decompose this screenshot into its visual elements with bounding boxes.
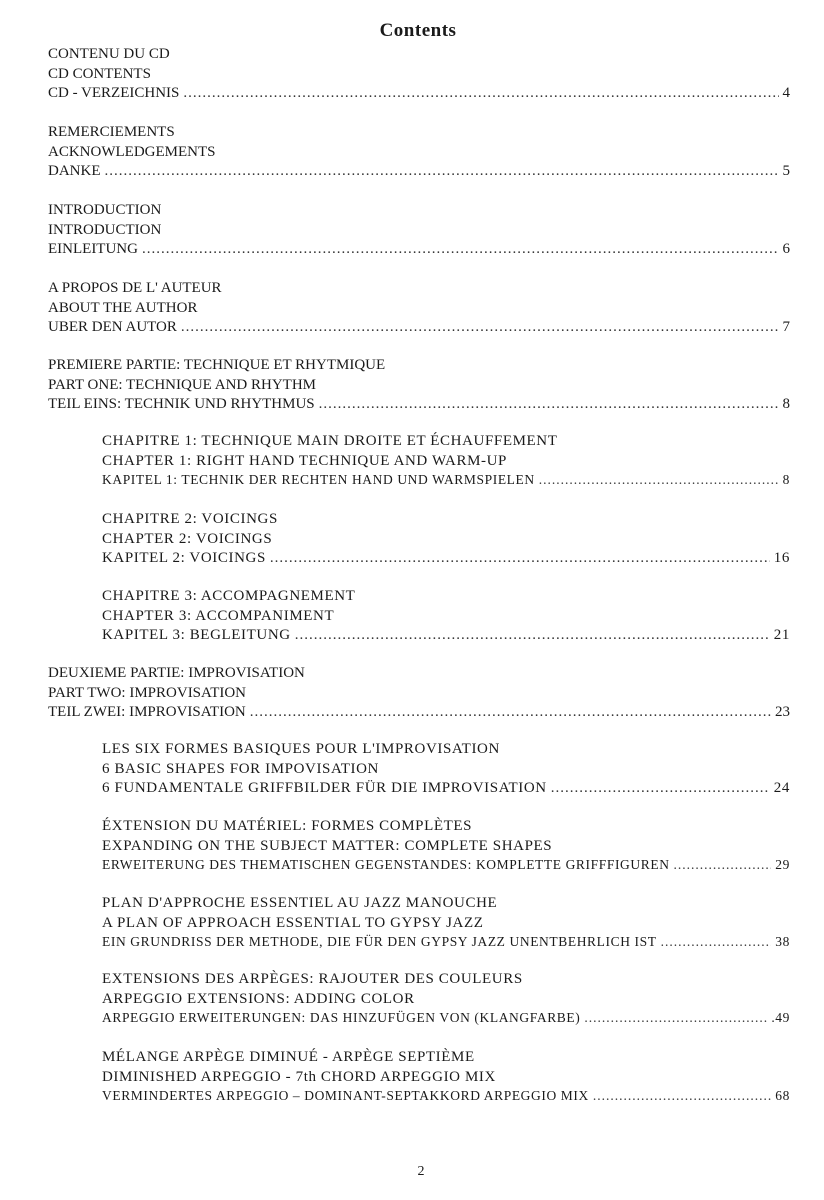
- toc-entry-title: KAPITEL 3: BEGLEITUNG: [102, 627, 291, 643]
- toc-page-number: 8: [782, 396, 790, 412]
- toc-entry-line: ABOUT THE AUTHOR: [48, 299, 198, 316]
- toc-entry-line: INTRODUCTION: [48, 221, 162, 238]
- toc-entry-line: PREMIERE PARTIE: TECHNIQUE ET RHYTMIQUE: [48, 357, 386, 373]
- page-title: Contents: [379, 20, 457, 41]
- toc-entry-line: [48, 83, 790, 103]
- toc-entry-title: TEIL EINS: TECHNIK UND RHYTHMUS: [48, 396, 315, 412]
- toc-entry-line: INTRODUCTION: [48, 202, 162, 218]
- toc-entry-line: PART ONE: TECHNIQUE AND RHYTHM: [48, 376, 317, 393]
- toc-entry-line: [102, 1086, 790, 1106]
- toc-entry-line: [102, 932, 790, 952]
- toc-entry-line: [48, 239, 790, 259]
- dot-leader: [319, 394, 779, 414]
- toc-entry-line: [102, 470, 790, 490]
- dot-leader: [584, 1008, 767, 1028]
- toc-page-number: 8: [782, 472, 790, 487]
- toc-entry-line: [102, 778, 790, 798]
- toc-entry-line: LES SIX FORMES BASIQUES POUR L'IMPROVISATION: [102, 741, 500, 757]
- toc-page-number: 6: [782, 241, 790, 257]
- toc-page-number: 4: [782, 85, 790, 101]
- toc-page-number: 7: [782, 319, 790, 335]
- dot-leader: [181, 317, 779, 337]
- toc-entry-title: EINLEITUNG: [48, 241, 138, 257]
- toc-entry-title: UBER DEN AUTOR: [48, 319, 177, 335]
- toc-page-number: 21: [773, 627, 790, 643]
- toc-entry-title: KAPITEL 2: VOICINGS: [102, 550, 266, 566]
- toc-page-number: 29: [775, 857, 790, 872]
- toc-entry-title: CD - VERZEICHNIS: [48, 85, 180, 101]
- toc-entry-line: [102, 548, 790, 568]
- toc-entry-line: CHAPITRE 2: VOICINGS: [102, 511, 278, 527]
- toc-entry-line: [102, 1008, 790, 1028]
- toc-entry-line: PART TWO: IMPROVISATION: [48, 684, 247, 701]
- toc-page-number: 23: [775, 704, 790, 720]
- toc-page-number: .49: [771, 1010, 790, 1025]
- toc-entry-line: DIMINISHED ARPEGGIO - 7th CHORD ARPEGGIO MIX: [102, 1068, 496, 1085]
- dot-leader: [593, 1086, 771, 1106]
- dot-leader: [250, 702, 771, 722]
- toc-entry-line: CHAPTER 2: VOICINGS: [102, 530, 273, 547]
- toc-entry-line: CHAPTER 3: ACCOMPANIMENT: [102, 607, 335, 624]
- toc-entry-line: A PLAN OF APPROACH ESSENTIAL TO GYPSY JAZZ: [102, 914, 484, 931]
- toc-entry-line: CHAPTER 1: RIGHT HAND TECHNIQUE AND WARM-UP: [102, 452, 507, 469]
- toc-entry-title: TEIL ZWEI: IMPROVISATION: [48, 704, 246, 720]
- toc-entry-title: 6 FUNDAMENTALE GRIFFBILDER FÜR DIE IMPROVISATION: [102, 780, 547, 796]
- toc-page-number: 16: [773, 550, 790, 566]
- toc-entry-line: ÉXTENSION DU MATÉRIEL: FORMES COMPLÈTES: [102, 818, 473, 834]
- dot-leader: [551, 778, 770, 798]
- toc-entry-title: VERMINDERTES ARPEGGIO – DOMINANT-SEPTAKKORD ARPEGGIO MIX: [102, 1088, 589, 1103]
- toc-entry-line: [102, 855, 790, 875]
- toc-entry-title: ARPEGGIO ERWEITERUNGEN: DAS HINZUFÜGEN VON (KLANGFARBE): [102, 1010, 581, 1025]
- toc-entry-line: [102, 625, 790, 645]
- toc-entry-title: ERWEITERUNG DES THEMATISCHEN GEGENSTANDES: KOMPLETTE GRIFFFIGUREN: [102, 857, 670, 872]
- dot-leader: [674, 855, 772, 875]
- toc-entry-line: MÉLANGE ARPÈGE DIMINUÉ - ARPÈGE SEPTIÈME: [102, 1049, 475, 1065]
- toc-entry-line: PLAN D'APPROCHE ESSENTIEL AU JAZZ MANOUCHE: [102, 895, 498, 911]
- toc-entry-line: [48, 702, 790, 722]
- toc-entry-line: [48, 317, 790, 337]
- dot-leader: [295, 625, 770, 645]
- toc-entry-line: EXPANDING ON THE SUBJECT MATTER: COMPLETE SHAPES: [102, 837, 553, 854]
- page-number: 2: [417, 1164, 425, 1179]
- toc-entry-title: DANKE: [48, 163, 101, 179]
- toc-entry-line: [48, 161, 790, 181]
- toc-entry-line: CD CONTENTS: [48, 65, 151, 82]
- toc-page-number: 38: [775, 934, 790, 949]
- toc-entry-line: DEUXIEME PARTIE: IMPROVISATION: [48, 665, 305, 681]
- toc-entry-title: KAPITEL 1: TECHNIK DER RECHTEN HAND UND WARMSPIELEN: [102, 472, 535, 487]
- toc-entry-line: CONTENU DU CD: [48, 46, 170, 62]
- dot-leader: [661, 932, 772, 952]
- toc-entry-line: EXTENSIONS DES ARPÈGES: RAJOUTER DES COULEURS: [102, 971, 523, 987]
- dot-leader: [142, 239, 779, 259]
- toc-entry-line: ARPEGGIO EXTENSIONS: ADDING COLOR: [102, 990, 415, 1007]
- dot-leader: [105, 161, 779, 181]
- toc-entry-line: CHAPITRE 3: ACCOMPAGNEMENT: [102, 588, 356, 604]
- toc-entry-line: 6 BASIC SHAPES FOR IMPOVISATION: [102, 760, 379, 777]
- toc-page-number: 5: [782, 163, 790, 179]
- toc-entry-line: [48, 394, 790, 414]
- toc-page-number: 24: [773, 780, 790, 796]
- dot-leader: [539, 470, 779, 490]
- dot-leader: [183, 83, 778, 103]
- toc-entry-line: A PROPOS DE L' AUTEUR: [48, 280, 222, 296]
- toc-entry-line: ACKNOWLEDGEMENTS: [48, 143, 216, 160]
- toc-entry-title: EIN GRUNDRISS DER METHODE, DIE FÜR DEN GYPSY JAZZ UNENTBEHRLICH IST: [102, 934, 657, 949]
- dot-leader: [270, 548, 770, 568]
- toc-page-number: 68: [775, 1088, 790, 1103]
- toc-entry-line: CHAPITRE 1: TECHNIQUE MAIN DROITE ET ÉCHAUFFEMENT: [102, 433, 558, 449]
- toc-entry-line: REMERCIEMENTS: [48, 124, 175, 140]
